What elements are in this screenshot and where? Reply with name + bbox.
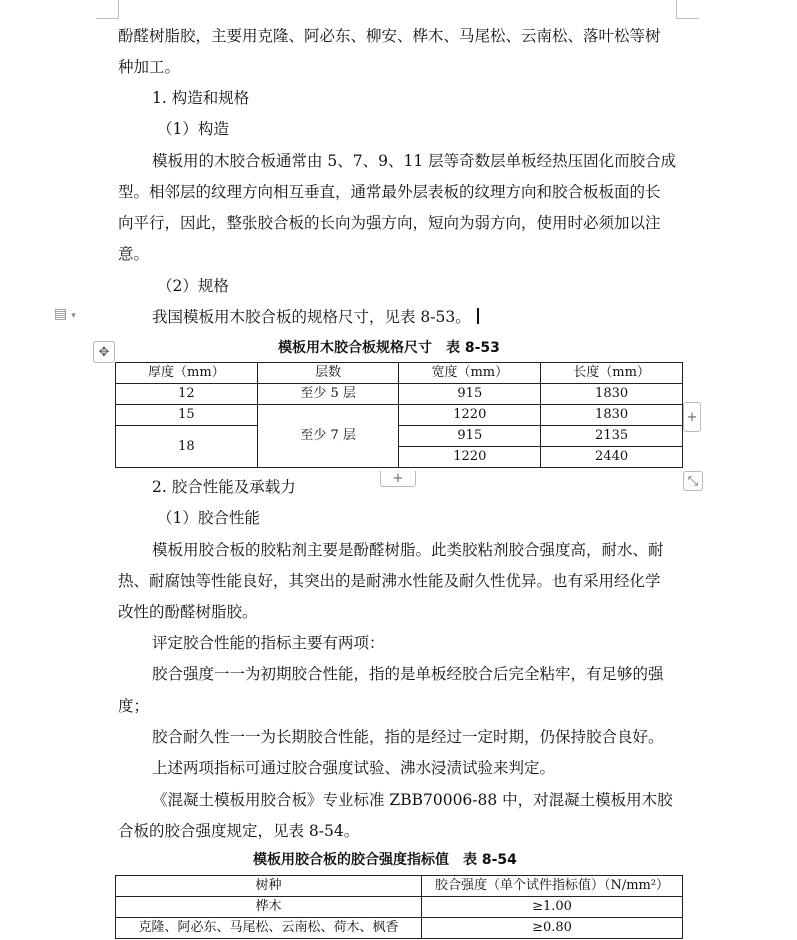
table-cell[interactable]: 桦木 <box>116 897 422 918</box>
paragraph-line: 酚醛树脂胶，主要用克隆、阿必东、柳安、桦木、马尾松、云南松、落叶松等树 <box>118 27 661 45</box>
subsection-heading: （1）胶合性能 <box>157 509 260 527</box>
paragraph-menu-button[interactable] <box>54 306 76 322</box>
paragraph-line: 胶合强度一一为初期胶合性能，指的是单板经胶合后完全粘牢，有足够的强 <box>152 665 664 683</box>
table-row <box>116 918 683 939</box>
table-cell[interactable]: 1830 <box>541 384 683 405</box>
paragraph-line: 胶合耐久性一一为长期胶合性能，指的是经过一定时期，仍保持胶合良好。 <box>152 728 664 746</box>
move-icon: ✥ <box>98 344 110 360</box>
table-caption: 模板用胶合板的胶合强度指标值 表 8-54 <box>253 852 517 868</box>
spec-table <box>115 362 683 468</box>
page-corner-mark-right <box>676 0 699 19</box>
table-cell[interactable]: 2440 <box>541 447 683 468</box>
paragraph-line: 意。 <box>118 245 150 263</box>
table-cell[interactable]: 至少 5 层 <box>257 384 399 405</box>
table-cell[interactable]: 15 <box>116 405 258 426</box>
table-move-handle[interactable] <box>93 341 115 363</box>
document-icon: ▤ <box>54 306 68 322</box>
header-cell: 厚度（mm） <box>116 363 258 384</box>
table-cell[interactable]: 915 <box>399 426 541 447</box>
dropdown-arrow-icon: ▾ <box>71 311 76 321</box>
table-cell[interactable]: 1220 <box>399 405 541 426</box>
table-cell[interactable]: 12 <box>116 384 258 405</box>
paragraph-line: 改性的酚醛树脂胶。 <box>118 603 258 621</box>
table-cell[interactable]: 1830 <box>541 405 683 426</box>
subsection-heading: （1）构造 <box>157 120 229 138</box>
table-cell[interactable]: 至少 7 层 <box>257 405 399 468</box>
table-row <box>116 426 683 447</box>
header-cell: 宽度（mm） <box>399 363 541 384</box>
paragraph-line: 度； <box>118 697 150 715</box>
table-resize-handle[interactable] <box>683 471 703 491</box>
paragraph-line: 《混凝土模板用胶合板》专业标准 ZBB70006-88 中，对混凝土模板用木胶 <box>152 791 673 809</box>
paragraph-line: 热、耐腐蚀等性能良好，其突出的是耐沸水性能及耐久性优异。也有采用经化学 <box>118 572 661 590</box>
paragraph-line: 上述两项指标可通过胶合强度试验、沸水浸渍试验来判定。 <box>152 759 556 777</box>
paragraph-line: 评定胶合性能的指标主要有两项： <box>152 634 385 652</box>
page-corner-mark-left <box>96 0 119 19</box>
header-cell: 树种 <box>116 876 422 897</box>
table-cell[interactable]: 915 <box>399 384 541 405</box>
header-cell: 长度（mm） <box>541 363 683 384</box>
table-cell[interactable]: 克隆、阿必东、马尾松、云南松、荷木、枫香 <box>116 918 422 939</box>
section-heading: 2. 胶合性能及承载力 <box>152 478 296 496</box>
header-cell: 层数 <box>257 363 399 384</box>
add-row-button[interactable] <box>380 471 416 487</box>
table-cell[interactable]: 1220 <box>399 447 541 468</box>
strength-table <box>115 875 683 939</box>
paragraph-line: 模板用胶合板的胶粘剂主要是酚醛树脂。此类胶粘剂胶合强度高，耐水、耐 <box>152 541 664 559</box>
table-cell[interactable]: 18 <box>116 426 258 468</box>
subsection-heading: （2）规格 <box>157 277 229 295</box>
paragraph-line: 型。相邻层的纹理方向相互垂直，通常最外层表板的纹理方向和胶合板板面的长 <box>118 183 661 201</box>
plus-icon: + <box>392 471 404 486</box>
paragraph-line[interactable]: 我国模板用木胶合板的规格尺寸，见表 8-53。 <box>152 307 479 327</box>
table-row <box>116 384 683 405</box>
resize-icon: ⤡ <box>687 473 699 489</box>
text-cursor <box>477 308 479 324</box>
add-column-button[interactable] <box>683 402 701 432</box>
table-caption: 模板用木胶合板规格尺寸 表 8-53 <box>278 340 500 356</box>
table-header-row <box>116 876 683 897</box>
table-header-row <box>116 363 683 384</box>
section-heading: 1. 构造和规格 <box>152 89 250 107</box>
paragraph-line: 模板用的木胶合板通常由 5、7、9、11 层等奇数层单板经热压固化而胶合成 <box>152 152 677 170</box>
table-row <box>116 405 683 426</box>
plus-icon: + <box>686 409 698 425</box>
table-cell[interactable]: 2135 <box>541 426 683 447</box>
table-row <box>116 897 683 918</box>
paragraph-line: 种加工。 <box>118 58 181 76</box>
table-cell[interactable]: ≥0.80 <box>422 918 683 939</box>
table-cell[interactable]: ≥1.00 <box>422 897 683 918</box>
paragraph-line: 合板的胶合强度规定，见表 8-54。 <box>118 822 360 840</box>
header-cell: 胶合强度（单个试件指标值）（N/mm²） <box>422 876 683 897</box>
paragraph-line: 向平行，因此，整张胶合板的长向为强方向，短向为弱方向，使用时必须加以注 <box>118 214 661 232</box>
